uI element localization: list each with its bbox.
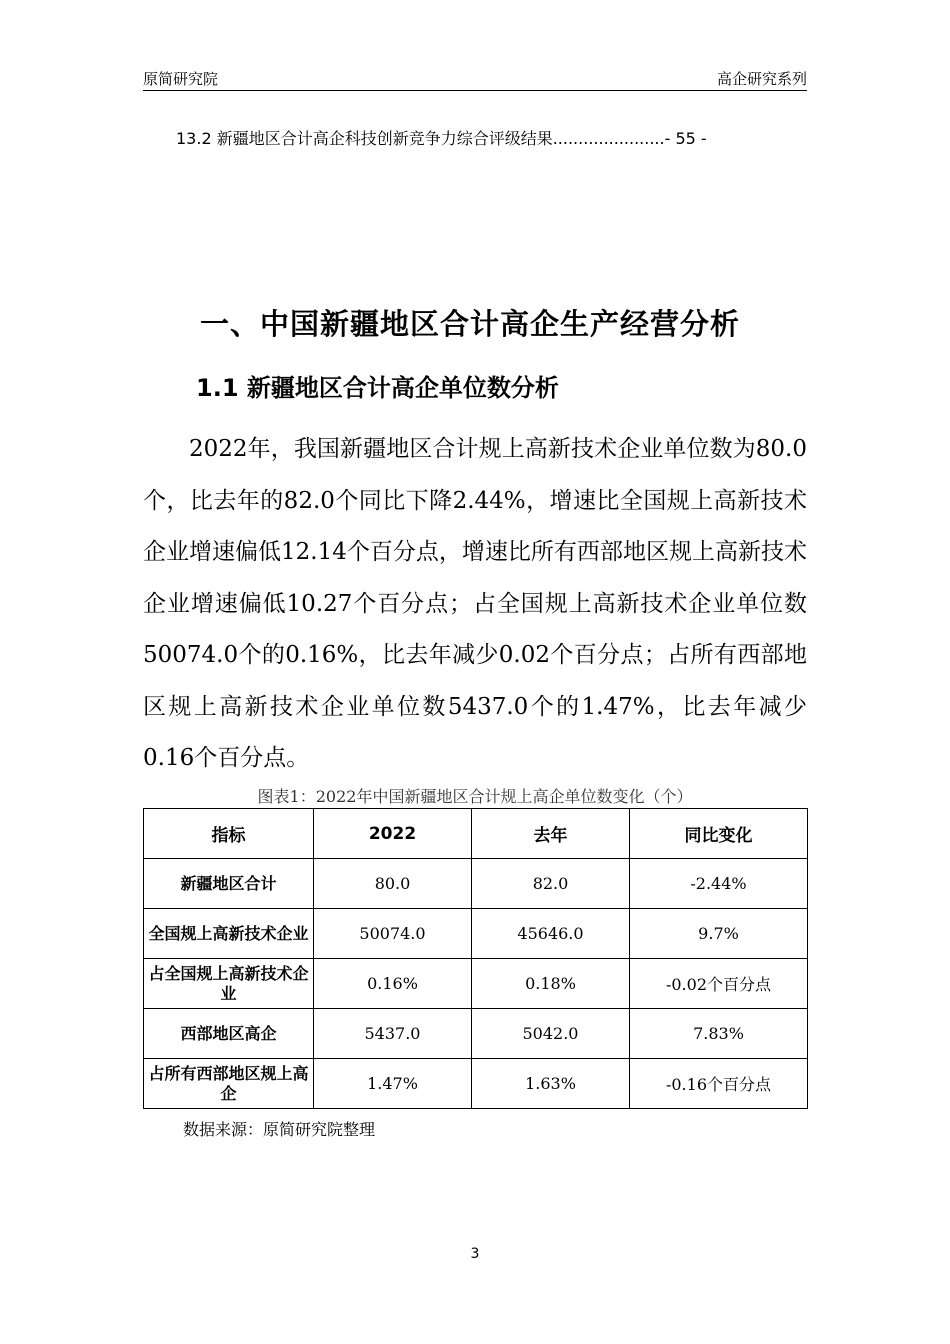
row-label: 占全国规上高新技术企业 xyxy=(144,959,314,1009)
section-heading: 一、中国新疆地区合计高企生产经营分析 xyxy=(200,307,741,341)
table-row xyxy=(144,909,808,959)
row-label: 西部地区高企 xyxy=(144,1009,314,1059)
header-right-text: 高企研究系列 xyxy=(716,70,807,88)
column-header: 去年 xyxy=(472,809,630,859)
table-cell: 5437.0 xyxy=(314,1009,472,1059)
row-label: 新疆地区合计 xyxy=(144,859,314,909)
column-header: 指标 xyxy=(144,809,314,859)
data-table xyxy=(143,808,808,1109)
row-label: 全国规上高新技术企业 xyxy=(144,909,314,959)
column-header: 同比变化 xyxy=(630,809,808,859)
table-caption: 图表1：2022年中国新疆地区合计规上高企单位数变化（个） xyxy=(257,787,693,806)
table-cell: 45646.0 xyxy=(472,909,630,959)
table-cell: 1.63% xyxy=(472,1059,630,1109)
body-paragraph: 2022年，我国新疆地区合计规上高新技术企业单位数为80.0个，比去年的82.0个同比下降2.44%，增速比全国规上高新技术企业增速偏低12.14个百分点，增速比所有西部地区规上高新技术企业增速偏低10.27个百分点；占全国规上高新技术企业单位数50074.0个的0.16%，比去年减少0.02个百分点；占所有西部地区规上高新技术企业单位数5437.0个的1.47%，比去年减少0.16个百分点。 xyxy=(143,436,807,771)
table-source-note: 数据来源：原简研究院整理 xyxy=(183,1120,376,1139)
table-row xyxy=(144,959,808,1009)
toc-entry[interactable]: 13.2 新疆地区合计高企科技创新竞争力综合评级结果......................- 55 - xyxy=(176,129,707,148)
table-header-row xyxy=(144,809,808,859)
subsection-heading: 1.1 新疆地区合计高企单位数分析 xyxy=(196,374,559,402)
page-header xyxy=(143,66,807,91)
table-cell: 1.47% xyxy=(314,1059,472,1109)
body-paragraph-block xyxy=(143,424,807,785)
header-left-text: 原简研究院 xyxy=(143,70,219,88)
table-row xyxy=(144,1059,808,1109)
table-cell: 9.7% xyxy=(630,909,808,959)
table-cell: 0.16% xyxy=(314,959,472,1009)
table-cell: 82.0 xyxy=(472,859,630,909)
column-header: 2022 xyxy=(314,809,472,859)
table-cell: 50074.0 xyxy=(314,909,472,959)
table-row xyxy=(144,1009,808,1059)
table-cell: -0.02个百分点 xyxy=(630,959,808,1009)
table-cell: 80.0 xyxy=(314,859,472,909)
table-row xyxy=(144,859,808,909)
table-cell: 5042.0 xyxy=(472,1009,630,1059)
page-number: 3 xyxy=(470,1246,480,1262)
table-cell: -0.16个百分点 xyxy=(630,1059,808,1109)
row-label: 占所有西部地区规上高企 xyxy=(144,1059,314,1109)
table-cell: 7.83% xyxy=(630,1009,808,1059)
table-cell: 0.18% xyxy=(472,959,630,1009)
table-cell: -2.44% xyxy=(630,859,808,909)
